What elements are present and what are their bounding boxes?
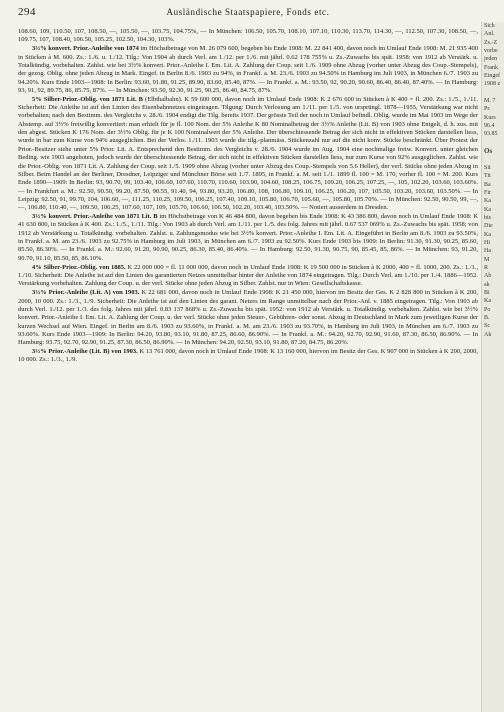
paragraph-heading: 3½% konvert. Prior.-Anleihe von 1874 bbox=[32, 45, 139, 53]
paragraph-continuation bbox=[18, 28, 478, 45]
edge-fragment: vorbe bbox=[484, 48, 498, 55]
paragraph-heading: 3½% konvert. Prior.-Anleihe von 1871 Lit. B bbox=[32, 213, 158, 221]
page-header bbox=[18, 6, 478, 22]
edge-fragment: Ba bbox=[484, 181, 491, 188]
edge-fragment: Sc bbox=[484, 323, 490, 330]
edge-fragment: Ha bbox=[484, 248, 491, 255]
edge-fragment: Ka bbox=[484, 206, 491, 213]
edge-fragment: bis bbox=[484, 214, 492, 221]
edge-fragment: B. bbox=[484, 315, 490, 322]
edge-fragment: Zs.-Z bbox=[484, 39, 498, 46]
edge-fragment: 96.4 bbox=[484, 123, 495, 130]
edge-fragment: R bbox=[484, 264, 489, 271]
edge-fragment: Die bbox=[484, 223, 493, 230]
edge-fragment: Bi bbox=[484, 290, 490, 296]
paragraph-konvert-prior-anleihe-1871-lit-b bbox=[18, 213, 478, 263]
paragraph-silber-prior-oblig-1885 bbox=[18, 264, 478, 289]
edge-fragment: Kurs bbox=[484, 114, 496, 121]
edge-fragment: Eingef bbox=[484, 73, 500, 80]
edge-fragment: Sit bbox=[484, 164, 491, 171]
edge-gap bbox=[482, 139, 504, 147]
running-title: Ausländische Staatspapiere, Fonds etc. bbox=[166, 7, 330, 17]
edge-fragment: M bbox=[484, 256, 490, 263]
edge-gap bbox=[482, 89, 504, 97]
paragraph-text: (Elbthalbahn). K 59 600 000, davon noch im Umlauf Ende 1908: K 2 676 600 in Stücken à K 400 = fl. 200. Zs.: 1./5., 1./11. Sicherheit: Die Anleihe ist auf den Linien des Eisenbahnnetzes eingetragen. Tilgung: Durch Verlosung am 1./11. per 1./5. von ursprüngl. 1878—1955, Verstärkung war nicht vorbehalten; nach den Bestimm. des Vergleichs v. 28./6. 1904 endigt die Tilg. bereits 1937. Der grösste Teil der noch in Umlauf befindl. Oblig. wurde im Mai 1903 im Wege der Abstemp. auf 3½% freiwillig konvertiert: man erhielt für je fl. 100 Nom. der 5% Anleihe K 80 Nominalbetrag der 3½% Anleihe (Lit. B) von 1903 ohne Entgelt, d. h. zus. mit den abgest. Stücken K 176 Nom. der 3½% Oblig. für je K 100 Nominalwert der 5% Anleihe. Der überschiessende Betrag der sich nicht in effektiven Stücken darstellen liess, wurde in bar zum Kurse von 94% ausgeglichen. Bei der Verlos. 1./11. 1903 wurde die tilg.-planmäss. Stückenzahl nur auf die nicht konv. Stücke beschränkt. Über Protest der Prior.-Besitzer siehe unter 5% Prior. Lit. A. Entsprechend den Bestimm. des Vergleichs v. 28./6. 1904 wurde im Aug. 1904 eine nochmalige freiw. Konvert. unter gleichen Beding. wie 1903 angeboten, jedoch wurde der überschiessende Betrag, der sich nicht in effektiven Stücken darstellen liess, nur zum Kurse von 92% ausgeglichen. Zahlst. wie die Prior.-Oblig. von 1871 Lit. A. Zahlung der Coup. seit 1./5. 1909 ohne Abzug (vorher unter Abzug des Coup.-Stempels von 5.6 Heller), der verl. Stücke ohne jeden Abzug in Silber. Beim Handel an der Berliner, Dresdner, Leipziger und Münchner Börse seit 1./7. 1895, in Frankf. a. M. seit 1./1. 1899 fl. 100 = M. 170, vorher fl. 100 = M. 200. Kurs Ende 1890—1909: In Berlin: 93, 90.70, 99, 103.40, 106.60, 107.60, 110.70, 110.60, 103.90, 104.60, 108.25, 106.75, 109.20, 106.25, 107.25, —, 105, 102.20, 103.60, 103.60%. — In Frankfurt a. M.: 92.50, 90.50, 99.20, 87.50, 90.55, 91.40, 94, 93.80, 93.20, 106.80, 108, 106.80, 109.10, 106.25, 106.20, 107, 105.50, 103.20, 103.60, 103.50%. — In Leipzig: 92.50, 91, 99.70, 104, 106.60, —, 111.25, 110.25, 109.50, 106.25, 107.40, 109.10, 105.80, 106.70, 105.60, —, 105.80, 105.70%. — In München: 92.50, 90.50, 99, —, —, 106.80, 110.40, —, 109.50, 106.25, 107.60, 107, 109, 105.70, 106.60, 106.50, 102.20, 103.40, 103.50%. — Notiert ausserdem in Dresden. bbox=[18, 95, 479, 212]
paragraph-text: K 22 000 000 = fl. 11 000 000, davon noch in Umlauf Ende 1908: K 19 500 000 in Stücken à K 2000, 400 = fl. 1000, 200. Zs.: 1./1., 1./10. Sicherheit: Die Anleihe ist auf den Linien des garantierten Netzes unmittelbar hinter der Anleihe von 1874 eingetragen. Tilg.: Durch Verl. am 1./10. per 1./4. 1886—1952. Verstärkung vorbehalten. Zahlung der Coup. u. der verl. Stücke ohne jeden Abzug in Silber. Zahlst. nur in Wien: Gesellschaftskasse. bbox=[18, 263, 479, 288]
facing-page-edge bbox=[481, 22, 504, 712]
edge-fragment: Tit bbox=[484, 173, 491, 180]
edge-fragment: Ka bbox=[484, 298, 491, 305]
paragraph-prior-anleihe-lit-b-1903 bbox=[18, 348, 478, 365]
edge-fragment: Ak bbox=[484, 331, 492, 338]
edge-fragment: jeden bbox=[484, 56, 497, 63]
edge-fragment: 93.85 bbox=[484, 131, 498, 138]
paragraph-prior-anleihe-lit-a-1903 bbox=[18, 289, 478, 347]
edge-fragment: Sich bbox=[484, 23, 495, 29]
paragraph-silber-prior-oblig-1871-lit-b bbox=[18, 96, 478, 213]
edge-fragment: Hi bbox=[484, 239, 490, 246]
edge-fragment: M. 7 bbox=[484, 98, 496, 105]
paragraph-heading: 5% Silber-Prior.-Oblig. von 1871 Lit. B bbox=[32, 95, 143, 103]
edge-fragment: Fir bbox=[484, 189, 492, 196]
edge-gap bbox=[482, 156, 504, 164]
paragraph-text: im Höchstbetrage von K 46 484 800, davon begeben bis Ende 1908: K 43 386 800, davon noch in Umlauf Ende 1908: K 41 630 800, in Stücken à K 400. Zs.: 1./5., 1./11. Tilg.: Von 1903 ab durch Verl. am 1./11. per 1./5. des folg. Jahres mit jährl. 0.67 537 069% u. Zs.-Zuwachs bis spät. 1958; von 1912 ab Verstärkung u. Totalkündig. vorbehalten. Zahlst. u. Zahlungsmodus wie bei 3½% konvert. Prior.-Anleihe I. Em. Lit. A. Eingeführt in Berlin am 8./6. 1903 zu 93.50%, in Frankf. a. M. am 23./6. 1903 zu 92.75% in Hamburg im Juli 1903, in München am 6./7. 1903 zu 92.50%. Kurs Ende 1903 bis 1909: In Berlin: 91.30, 91.30, 90.25, 85.60, 85.50, 86.30%. — In Frankf. a. M.: 92.60, 91.20, 90.90, 90.25, 86.30, 85.40, 86.40%. — In Hamburg: 92.50, 91.30, 90.75, 90, 85.45, 85, 86%. — In München: 93, 91.20, 90.70, 91.10, 85.50, 85, 86.10%. bbox=[18, 213, 479, 262]
edge-fragment: Po bbox=[484, 306, 491, 313]
edge-fragment: ak bbox=[484, 281, 490, 288]
edge-fragment: Os bbox=[484, 147, 493, 156]
paragraph-text: 108.60, 109, 110.50, 107, 108.50, —, 105.50, —, 103.75, 104.75%, — In München: 106.50, 105.70, 108.10, 107.10, 110.30, 113.70, 114.30, —, 112.50, 107.30, 108.50, —, 109.75, 107, 108.40, 106.50, 105.25, 102.50, 104.30, 103%. bbox=[18, 28, 478, 44]
document-body bbox=[18, 28, 478, 365]
paragraph-heading: 3½% Prior.-Anleihe (Lit. B) von 1903. bbox=[32, 348, 138, 356]
page-number: 294 bbox=[18, 6, 36, 18]
edge-fragment: Frank bbox=[484, 64, 498, 71]
edge-fragment: Ab bbox=[484, 273, 492, 280]
edge-fragment: 1908 z bbox=[484, 81, 501, 88]
edge-fragment: Ka bbox=[484, 231, 491, 238]
paragraph-text: K 13 761 000, davon noch in Umlauf Ende 1908: K 13 160 000, hiervon im Besitz der Ges. K 907 000 in Stücken à K 200, 2000, 10 000. Zs.: 1./3., 1./9. bbox=[18, 348, 479, 364]
paragraph-text: im Höchstbetrage von M. 26 079 600, begeben bis Ende 1908: M. 22 841 400, davon noch im Umlauf Ende 1908: M. 21 935 400 in Stücken à M. 600. Zs.: 1./6. u. 1./12. Tilg.: Von 1904 ab durch Verl. am 1./12. per 1./6. mit jährl. 0.62 178 755% u. Zs.-Zuwachs bis spät. 1958: von 1912 ab Verstärk. u. Totalkündig. vorbehalten. Zahlst. wie bei 3½% konvert. Prior.-Anleihe I. Em. Lit. A. Zahlung der Coup. seit 1./6. 1909 ohne Abzug (vorher unter Abzug des Coup.-Stempels), der gezog. Oblig. ohne jeden Abzug in Mark. Eingef. in Berlin 8./6. 1903 zu 94%, in Frankf. a. M. 23./6. 1903 zu 94.50% in Hamburg im Juli 1903, in München 6./7. 1903 zu 94.20%. Kurs Ende 1903—1908: In Berlin: 93.60, 91.80, 91.25, 89.90, 83.60, 85.40, 87%. — In Frankf. a. M.: 93.50, 92, 90.20, 90.60, 86.40, 86.40, 87.40%. — In Hamburg: 93, 91, 92, 89.75, 86, 85.75, 87%. — In München: 93.50, 92.30, 91.25, 90.25, 86.40, 84.75, 87%. bbox=[18, 45, 479, 94]
paragraph-konvert-prior-anleihe-1874 bbox=[18, 45, 478, 95]
paragraph-heading: 3½% Prior.-Anleihe (Lit. A) von 1903. bbox=[32, 289, 140, 297]
edge-fragment: Pr. bbox=[484, 106, 491, 113]
paragraph-heading: 4% Silber-Prior.-Oblig. von 1885. bbox=[32, 263, 126, 271]
paragraph-text: K 22 681 000, davon noch in Umlauf Ende 1908: K 21 450 000, hiervon im Besitz der Ges. K 2 828 800 in Stücken à K 200, 2000, 10 000. Zs.: 1./3., 1./9. Sicherheit: Die Anleihe ist auf den Linien des garant. Netzes im Range unmittelbar nach der Prior.-Anl. v. 1885 eingetragen. Tilg.: Von 1903 ab durch Verl. 1./12. per 1./3. des folg. Jahres mit jährl. 0.83 137 868% u. Zs.-Zuwachs bis spät. 1952: von 1912 ab Verstärk. u. Totalkündig. vorbehalten. Zahlst. wie bei 3½% konvert. Prior.-Anleihe I. Em. Lit. A. Zahlung der Coup. u. der verl. Stücke ohne jeden Steuer-, Gebühren- oder sonst. Abzug in Deutschland in Mark zum jeweiligen Kurse der kurzen Wechsel auf Wien. Eingef. in Berlin am 8./6. 1903 zu 93.60%, in Frankf. a. M. am 23./6. 1903 zu 93.70%, in Hamburg im Juli 1903, in München am 6./7. 1903 zu 93.60%. Kurs Ende 1903—1909: In Berlin: 94.20, 93.80, 93.10, 91.80, 87.25, 86.60, 86.90%. — In Frankf. a. M.: 94.20, 92.70, 92.90, 91.60, 87.30, 86.50, 86.90%. — In Hamburg: 93.75, 92.70, 92.90, 91.25, 87.30, 86.50, 86.90%. — In München: 94.20, 92.50, 93.10, 91.80, 87.20, 84.75, 86.20%. bbox=[18, 289, 479, 347]
edge-fragment: Ka bbox=[484, 198, 491, 205]
edge-fragment: Anl. bbox=[484, 31, 495, 38]
